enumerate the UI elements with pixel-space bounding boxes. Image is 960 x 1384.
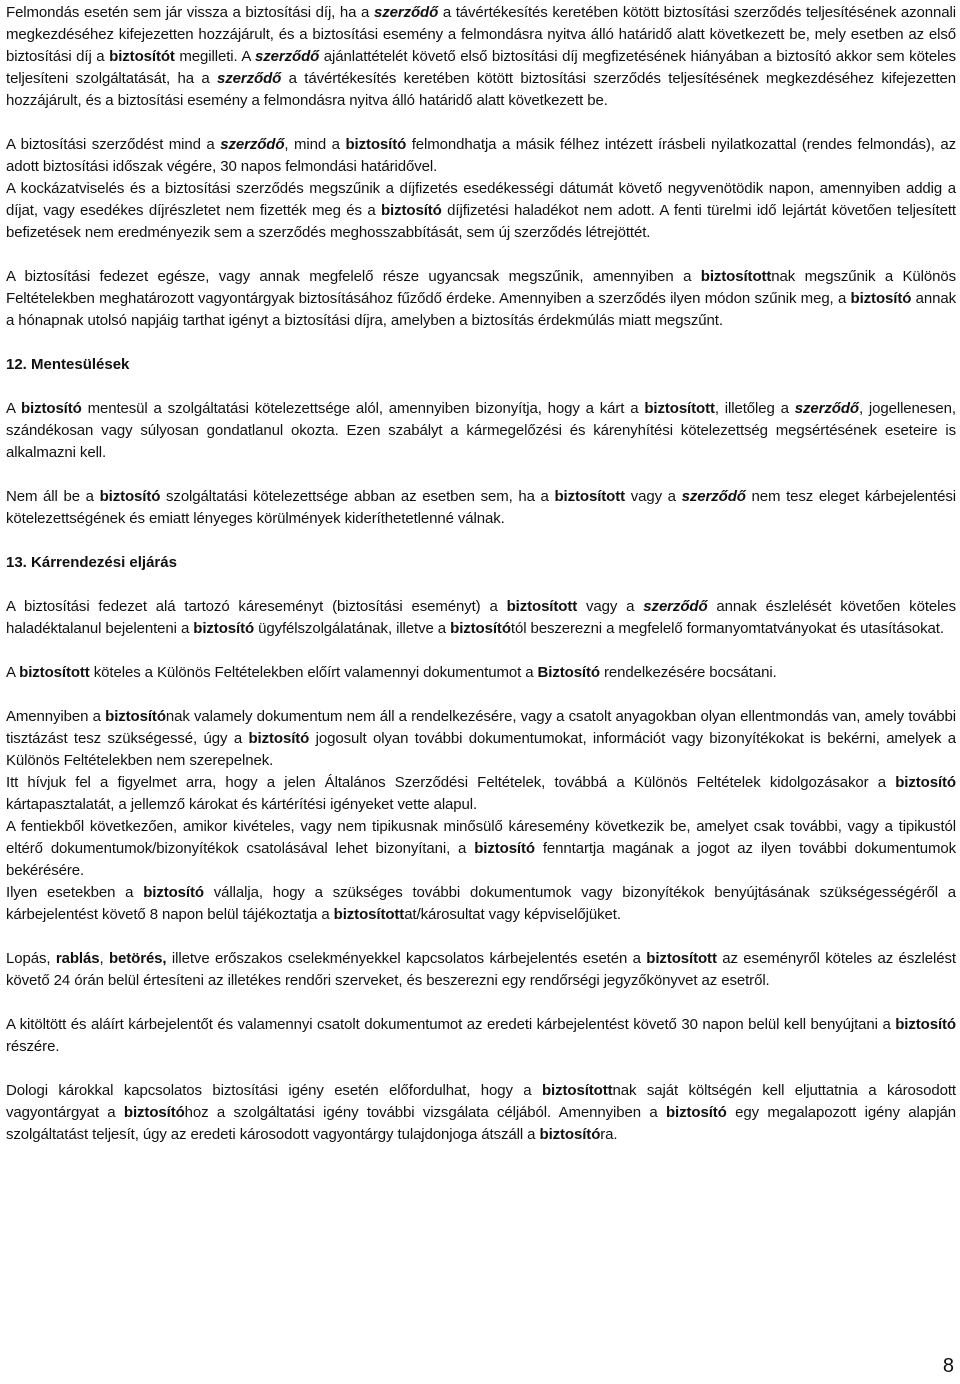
emphasized-term: szerződő xyxy=(794,400,859,417)
emphasized-term: szerződő xyxy=(255,48,320,65)
paragraph-spacer xyxy=(6,376,956,398)
emphasized-term: biztosító xyxy=(474,840,535,857)
text-run: , illetőleg a xyxy=(714,400,795,417)
emphasized-term: biztosítót xyxy=(109,48,175,65)
text-run: a távértékesítés keretében kötött biztosítási szerződés teljesítésének azonnali megkezdéséhez kifejezetten hozzájárult, és a biztosítási esemény a felmondásra nyitva álló határidő alatt következett be, mely esetben az első biztosítási díj a xyxy=(6,4,956,65)
emphasized-term: biztosító xyxy=(345,136,407,153)
text-run: nak saját költségén kell eljuttatnia a károsodott vagyontárgyat a xyxy=(6,1082,956,1121)
text-run: Itt hívjuk fel a figyelmet arra, hogy a jelen Általános Szerződési Feltételek, továbbá a Különös Feltételek kidolgozásakor a xyxy=(6,774,896,791)
text-run: felmondhatja a másik félhez intézett írásbeli nyilatkozattal (rendes felmondás), az adott biztosítási időszak végére, 30 napos felmondási határidővel. xyxy=(6,136,956,175)
body-paragraph xyxy=(6,134,956,178)
paragraph-spacer xyxy=(6,244,956,266)
text-run: tól beszerezni a megfelelő formanyomtatványokat és utasításokat. xyxy=(510,620,944,637)
body-paragraph xyxy=(6,948,956,992)
text-run: A xyxy=(6,664,20,681)
text-run: egy megalapozott igény alapján szolgáltatást teljesít, úgy az eredeti károsodott vagyontárgy tulajdonjoga átszáll a xyxy=(6,1104,956,1143)
text-run: Felmondás esetén sem jár vissza a biztosítási díj, ha a xyxy=(6,4,374,21)
text-run: Ilyen esetekben a xyxy=(6,884,144,901)
emphasized-term: szerződő xyxy=(220,136,285,153)
body-paragraph xyxy=(6,1014,956,1058)
text-run: A fentiekből következően, amikor kivételes, vagy nem tipikusnak minősülő káresemény következik be, amelyet csak további, vagy a tipikustól eltérő dokumentumok/bizonyítékok csatolásával lehet bizonyítani, a xyxy=(6,818,956,857)
document-page xyxy=(6,2,956,1146)
text-run: díjfizetési haladékot nem adott. A fenti türelmi idő lejártát követően teljesített befizetések nem eredményezik sem a szerződés meghosszabbítását, sem új szerződés létrejöttét. xyxy=(6,202,956,241)
emphasized-term: biztosított xyxy=(554,488,626,505)
text-run: A kitöltött és aláírt kárbejelentőt és valamennyi csatolt dokumentumot az eredeti kárbejelentést követő 30 napon belül kell benyújtani a xyxy=(6,1016,896,1033)
emphasized-term: biztosított xyxy=(646,950,717,967)
emphasized-term: biztosító xyxy=(450,620,511,637)
body-paragraph xyxy=(6,662,956,684)
paragraph-spacer xyxy=(6,640,956,662)
text-run: A biztosítási fedezet alá tartozó káreseményt (biztosítási eseményt) a xyxy=(6,598,507,615)
text-run: at/károsultat vagy képviselőjüket. xyxy=(404,906,621,923)
emphasized-term: biztosított xyxy=(333,906,405,923)
body-paragraph xyxy=(6,882,956,926)
emphasized-term: biztosított xyxy=(700,268,772,285)
text-run: az eseményről köteles az észlelést követő 24 órán belül értesíteni az illetékes rendőri szerveket, és beszerezni egy rendőrségi jegyzőkönyvet az esetről. xyxy=(6,950,956,989)
emphasized-term: Biztosító xyxy=(537,664,600,681)
emphasized-term: biztosító xyxy=(193,620,255,637)
emphasized-term: szerződő xyxy=(643,598,708,615)
text-run: nem tesz eleget kárbejelentési kötelezettségének és emiatt lényeges körülmények kideríthetetlenné válnak. xyxy=(6,488,956,527)
emphasized-term: biztosító xyxy=(123,1104,185,1121)
emphasized-term: szerződő xyxy=(681,488,746,505)
text-run: ra. xyxy=(600,1126,618,1143)
emphasized-term: biztosító xyxy=(850,290,912,307)
text-run: szolgáltatási kötelezettsége abban az esetben sem, ha a xyxy=(160,488,555,505)
text-run: kártapasztalatát, a jellemző károkat és kártérítési igényeket vette alapul. xyxy=(6,796,478,813)
text-run: A biztosítási fedezet egésze, vagy annak megfelelő része ugyancsak megszűnik, amennyiben a xyxy=(6,268,701,285)
text-run: vállalja, hogy a szükséges további dokumentumok vagy bizonyítékok benyújtásának szükségességéről a kárbejelentést követő 8 napon belül tájékoztatja a xyxy=(6,884,956,923)
page-number: 8 xyxy=(942,1355,954,1377)
emphasized-term: biztosított xyxy=(644,400,715,417)
paragraph-spacer xyxy=(6,112,956,134)
emphasized-term: biztosító xyxy=(539,1126,601,1143)
emphasized-term: rablás xyxy=(55,950,100,967)
text-run: ügyfélszolgálatának, illetve a xyxy=(254,620,451,637)
text-run: A xyxy=(6,400,21,417)
text-run: vagy a xyxy=(577,598,644,615)
text-run: vagy a xyxy=(625,488,682,505)
body-paragraph xyxy=(6,596,956,640)
emphasized-term: biztosított xyxy=(19,664,90,681)
emphasized-term: biztosító xyxy=(248,730,310,747)
text-run: , xyxy=(99,950,109,967)
body-paragraph xyxy=(6,2,956,112)
text-run: fenntartja magának a jogot az ilyen további dokumentumok bekérésére. xyxy=(6,840,956,879)
text-run: , jogellenesen, szándékosan vagy súlyosan gondatlanul okozta. Ezen szabályt a kármegelőzési és kárenyhítési kötelezettség megsértésének eseteire is alkalmazni kell. xyxy=(6,400,956,461)
body-paragraph xyxy=(6,398,956,464)
emphasized-term: szerződő xyxy=(373,4,439,21)
body-paragraph xyxy=(6,266,956,332)
paragraph-spacer xyxy=(6,530,956,552)
emphasized-term: biztosított xyxy=(541,1082,613,1099)
body-paragraph xyxy=(6,706,956,772)
emphasized-term: 13. Kárrendezési eljárás xyxy=(6,554,177,571)
emphasized-term: biztosító xyxy=(20,400,82,417)
emphasized-term: biztosító xyxy=(99,488,161,505)
paragraph-spacer xyxy=(6,1058,956,1080)
emphasized-term: biztosító xyxy=(665,1104,727,1121)
emphasized-term: biztosító xyxy=(380,202,442,219)
paragraph-spacer xyxy=(6,574,956,596)
text-run: , mind a xyxy=(284,136,346,153)
body-paragraph xyxy=(6,1080,956,1146)
emphasized-term: szerződő xyxy=(217,70,282,87)
paragraph-spacer xyxy=(6,464,956,486)
paragraph-spacer xyxy=(6,332,956,354)
paragraph-spacer xyxy=(6,926,956,948)
emphasized-term: biztosító xyxy=(105,708,166,725)
text-run: mentesül a szolgáltatási kötelezettsége alól, amennyiben bizonyítja, hogy a kárt a xyxy=(81,400,645,417)
text-run: részére. xyxy=(6,1038,60,1055)
text-run: Amennyiben a xyxy=(6,708,106,725)
text-run: jogosult olyan további dokumentumokat, információt vagy bizonyítékokat is bekérni, amelyek a Különös Feltételekben nem szerepelnek. xyxy=(6,730,956,769)
text-run: rendelkezésére bocsátani. xyxy=(599,664,777,681)
section-heading xyxy=(6,552,956,574)
emphasized-term: biztosított xyxy=(506,598,578,615)
text-run: A biztosítási szerződést mind a xyxy=(6,136,221,153)
text-run: nak megszűnik a Különös Feltételekben meghatározott vagyontárgyak biztosításához fűződő érdeke. Amennyiben a szerződés ilyen módon szűnik meg, a xyxy=(6,268,957,307)
text-run: Dologi károkkal kapcsolatos biztosítási igény esetén előfordulhat, hogy a xyxy=(6,1082,542,1099)
text-run: A kockázatviselés és a biztosítási szerződés megszűnik a díjfizetés esedékességi dátumát követő negyvenötödik napon, amennyiben addig a díjat, vagy esedékes díjrészletet nem fizették meg és a xyxy=(6,180,956,219)
text-run: köteles a Különös Feltételekben előírt valamennyi dokumentumot a xyxy=(89,664,538,681)
text-run: megilleti. A xyxy=(174,48,255,65)
text-run: a távértékesítés keretében kötött biztosítási szerződés teljesítésének megkezdéséhez kifejezetten hozzájárult, és a biztosítási esemény a felmondásra nyitva álló határidő alatt következett be. xyxy=(6,70,956,109)
text-run: ajánlattételét követő első biztosítási díj megfizetésének hiányában a biztosító akkor sem köteles teljesíteni szolgáltatását, ha a xyxy=(6,48,956,87)
emphasized-term: 12. Mentesülések xyxy=(6,356,130,373)
emphasized-term: biztosító xyxy=(895,774,956,791)
text-run: hoz a szolgáltatási igény további vizsgálata céljából. Amennyiben a xyxy=(184,1104,666,1121)
text-run: illetve erőszakos cselekményekkel kapcsolatos kárbejelentés esetén a xyxy=(166,950,647,967)
text-run: Nem áll be a xyxy=(6,488,100,505)
text-run: nak valamely dokumentum nem áll a rendelkezésére, vagy a csatolt anyagokban olyan ellentmondás van, amely további tisztázást tesz szükségessé, úgy a xyxy=(6,708,956,747)
body-paragraph xyxy=(6,486,956,530)
text-run: annak a hónapnak utolsó napjáig tarthat igényt a biztosítási díjra, amelyben a biztosítás érdekmúlás miatt megszűnt. xyxy=(6,290,956,329)
paragraph-spacer xyxy=(6,992,956,1014)
section-heading xyxy=(6,354,956,376)
text-run: Lopás, xyxy=(6,950,56,967)
body-paragraph xyxy=(6,772,956,816)
paragraph-spacer xyxy=(6,684,956,706)
body-paragraph xyxy=(6,178,956,244)
emphasized-term: betörés, xyxy=(108,950,167,967)
text-run: annak észlelését követően köteles haladéktalanul bejelenteni a xyxy=(6,598,957,637)
body-paragraph xyxy=(6,816,956,882)
emphasized-term: biztosító xyxy=(895,1016,956,1033)
emphasized-term: biztosító xyxy=(143,884,204,901)
